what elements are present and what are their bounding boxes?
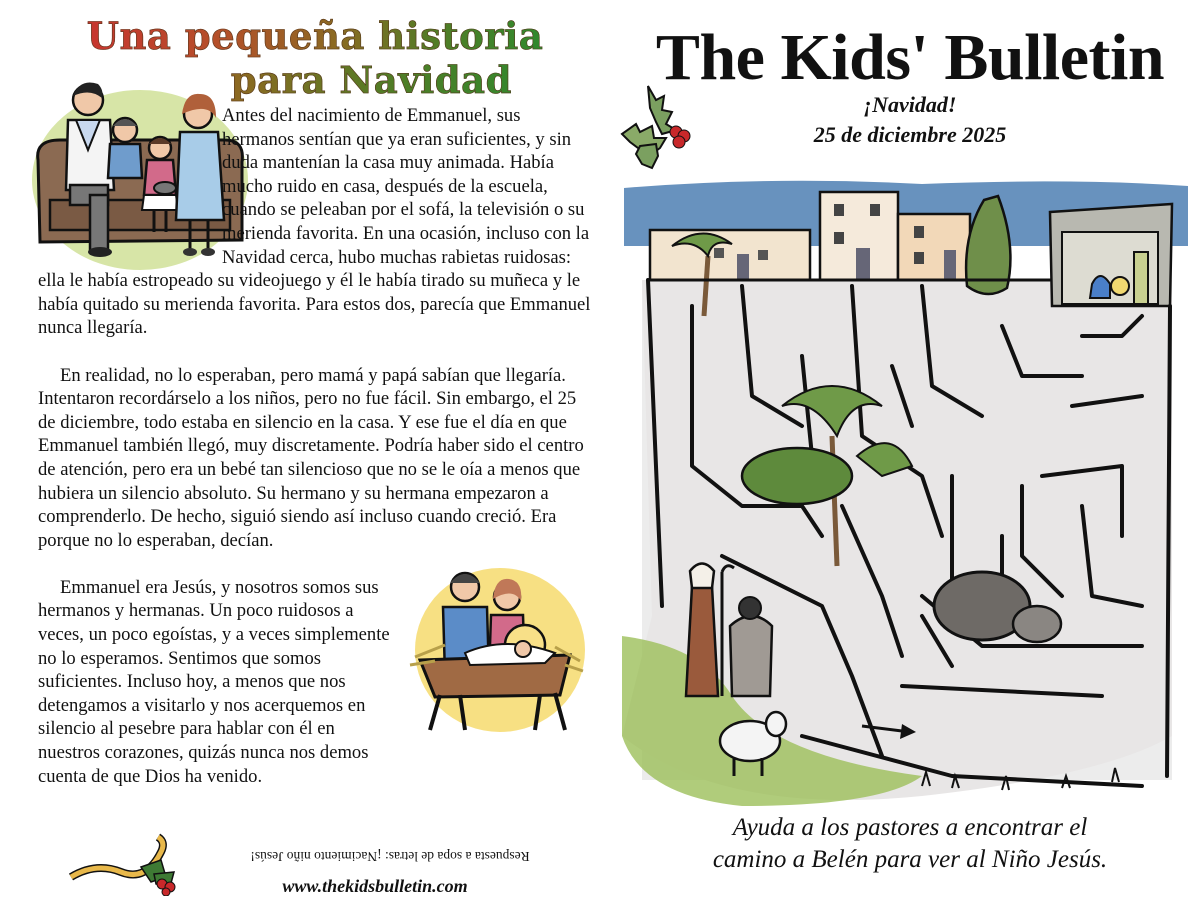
nativity-manger-illustration bbox=[405, 565, 585, 735]
story-paragraph-2: En realidad, no lo esperaban, pero mamá y papá sabían que llegaría. Intentaron recordárselo a los niños, pero no fue fácil. Sin embargo, el 25 de diciembre, todo estaba en silencio en la casa. Y ese fue el día en que Emmanuel también llegó, muy discretamente. Podría haber sido el centro de atención, pero era un bebé tan silencioso que no se le oía a menos que hubiera un silencio absoluto. Su hermano y su hermana empezaron a comprenderlo. De hecho, siguió siendo así incluso cuando creció. Era porque no lo esperaban, decían. bbox=[38, 364, 584, 551]
word-search-answer: Respuesta a sopa de letras: ¡Nacimiento niño Jesús! bbox=[250, 849, 530, 864]
maze-caption-line1: Ayuda a los pastores a encontrar el bbox=[732, 814, 1088, 841]
family-image-space bbox=[0, 104, 222, 262]
story-paragraph-1: Antes del nacimiento de Emmanuel, sus hermanos sentían que ya eran suficientes, y sin duda mantenían la casa muy animada. Había mucho ruido en casa, después de la escuela, cuando se peleaban por el sofá, la televisión o su merienda favorita. En una ocasión, incluso con la Navidad cerca, hubo muchas rabietas ruidosas: ella le había estropeado su videojuego y él le había tirado su muñeca y le había quitado su merienda favorita. Para estos dos, parecía que Emmanuel nunca llegaría. bbox=[38, 105, 591, 339]
bulletin-title: The Kids' Bulletin bbox=[655, 21, 1165, 94]
cover-page bbox=[600, 0, 1200, 900]
maze-caption-line2: camino a Belén para ver al Niño Jesús. bbox=[712, 846, 1108, 873]
story-title-line2: para Navidad bbox=[80, 58, 550, 102]
story-title-line1: Una pequeña historia bbox=[80, 14, 550, 58]
maze-instructions bbox=[640, 812, 1180, 876]
bulletin-date: 25 de diciembre 2025 bbox=[813, 122, 1007, 147]
website-link[interactable]: www.thekidsbulletin.com bbox=[282, 876, 468, 896]
story-paragraph-3: Emmanuel era Jesús, y nosotros somos sus hermanos y hermanas. Un poco ruidosos a veces, un poco egoístas, y a veces simplemente no lo esperamos. Sentimos que somos suficientes. Incluso hoy, a menos que nos detengamos a visitarlo y nos acerquemos en silencio al pesebre para hablar con él en nuestros corazones, quizás nunca nos demos cuenta de que Dios ha venido. bbox=[38, 576, 390, 787]
bethlehem-maze-illustration[interactable] bbox=[622, 176, 1190, 812]
bulletin-subtitle: ¡Navidad! bbox=[863, 92, 957, 117]
